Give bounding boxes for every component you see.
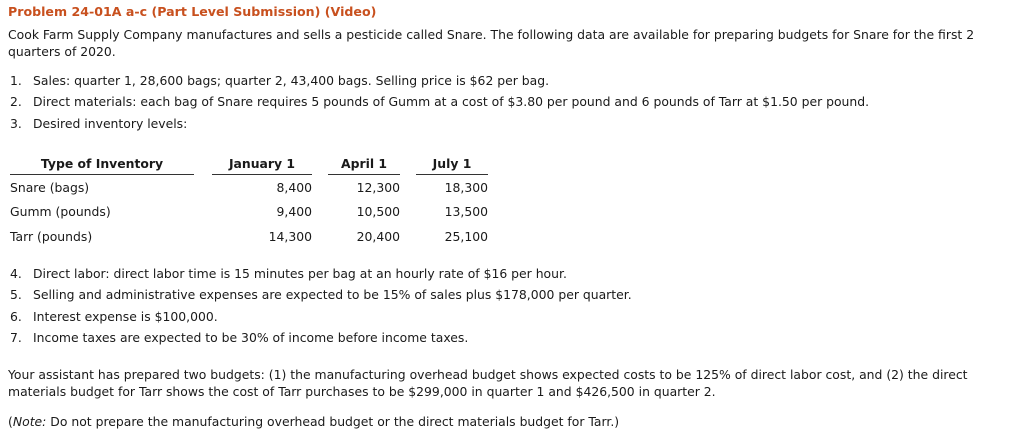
item-number: 1. bbox=[10, 73, 22, 88]
item-text: Desired inventory levels: bbox=[33, 115, 188, 131]
assistant-paragraph: Your assistant has prepared two budgets: (1) the manufacturing overhead budget shows expected costs to be 125% of direct labor cost, and (2) the direct materials budget for Tarr shows the cost of Tarr purchases to be $299,000 in quarter 1 and $426,500 in quarter 2. bbox=[8, 367, 968, 399]
inventory-table bbox=[10, 153, 488, 249]
list-item bbox=[10, 72, 869, 93]
problem-title: Problem 24-01A a-c (Part Level Submission) (Video) bbox=[8, 4, 377, 19]
cell-july: 25,100 bbox=[444, 228, 488, 244]
cell-july: 18,300 bbox=[444, 179, 488, 195]
cell-april: 10,500 bbox=[356, 204, 400, 220]
header-january: January 1 bbox=[212, 153, 312, 175]
item-text: Direct materials: each bag of Snare requires 5 pounds of Gumm at a cost of $3.80 per pound and 6 pounds of Tarr at $1.50 per pound. bbox=[33, 94, 870, 110]
cell-april: 20,400 bbox=[356, 228, 400, 244]
item-number: 2. bbox=[10, 94, 22, 110]
item-text: Sales: quarter 1, 28,600 bags; quarter 2, 43,400 bags. Selling price is $62 per bag. bbox=[33, 73, 550, 88]
cell-july: 13,500 bbox=[444, 204, 488, 220]
list-item bbox=[10, 329, 632, 350]
note-text: Do not prepare the manufacturing overhead budget or the direct materials budget for Tarr.) bbox=[46, 414, 620, 429]
note-paragraph bbox=[8, 414, 619, 429]
item-number: 7. bbox=[10, 330, 22, 346]
item-number: 6. bbox=[10, 308, 22, 324]
data-list-top bbox=[10, 72, 869, 136]
intro-paragraph: Cook Farm Supply Company manufactures and sells a pesticide called Snare. The following data are available for preparing budgets for Snare for the first 2 quarters of 2020. bbox=[8, 27, 975, 59]
cell-type: Snare (bags) bbox=[10, 179, 90, 195]
cell-january: 8,400 bbox=[276, 179, 312, 195]
note-open-paren: ( bbox=[8, 414, 13, 429]
list-item bbox=[10, 265, 632, 286]
cell-january: 14,300 bbox=[268, 228, 312, 244]
table-header-row bbox=[10, 153, 488, 175]
item-number: 3. bbox=[10, 115, 22, 131]
item-number: 4. bbox=[10, 266, 22, 281]
item-text: Interest expense is $100,000. bbox=[33, 308, 218, 324]
list-item bbox=[10, 286, 632, 307]
data-list-bottom bbox=[10, 265, 632, 351]
cell-january: 9,400 bbox=[276, 204, 312, 220]
item-text: Selling and administrative expenses are expected to be 15% of sales plus $178,000 per quarter. bbox=[33, 287, 632, 303]
note-label: Note: bbox=[12, 414, 47, 429]
cell-type: Gumm (pounds) bbox=[10, 204, 111, 220]
header-april: April 1 bbox=[328, 153, 400, 175]
header-type: Type of Inventory bbox=[10, 153, 194, 175]
header-july: July 1 bbox=[416, 153, 488, 175]
list-item bbox=[10, 93, 869, 114]
item-number: 5. bbox=[10, 287, 22, 303]
list-item bbox=[10, 308, 632, 329]
cell-april: 12,300 bbox=[356, 179, 400, 195]
item-text: Income taxes are expected to be 30% of income before income taxes. bbox=[33, 330, 469, 346]
table-row bbox=[10, 175, 488, 200]
table-row bbox=[10, 200, 488, 225]
cell-type: Tarr (pounds) bbox=[10, 228, 93, 244]
item-text: Direct labor: direct labor time is 15 minutes per bag at an hourly rate of $16 per hour. bbox=[33, 266, 567, 281]
table-row bbox=[10, 224, 488, 249]
list-item bbox=[10, 115, 869, 136]
